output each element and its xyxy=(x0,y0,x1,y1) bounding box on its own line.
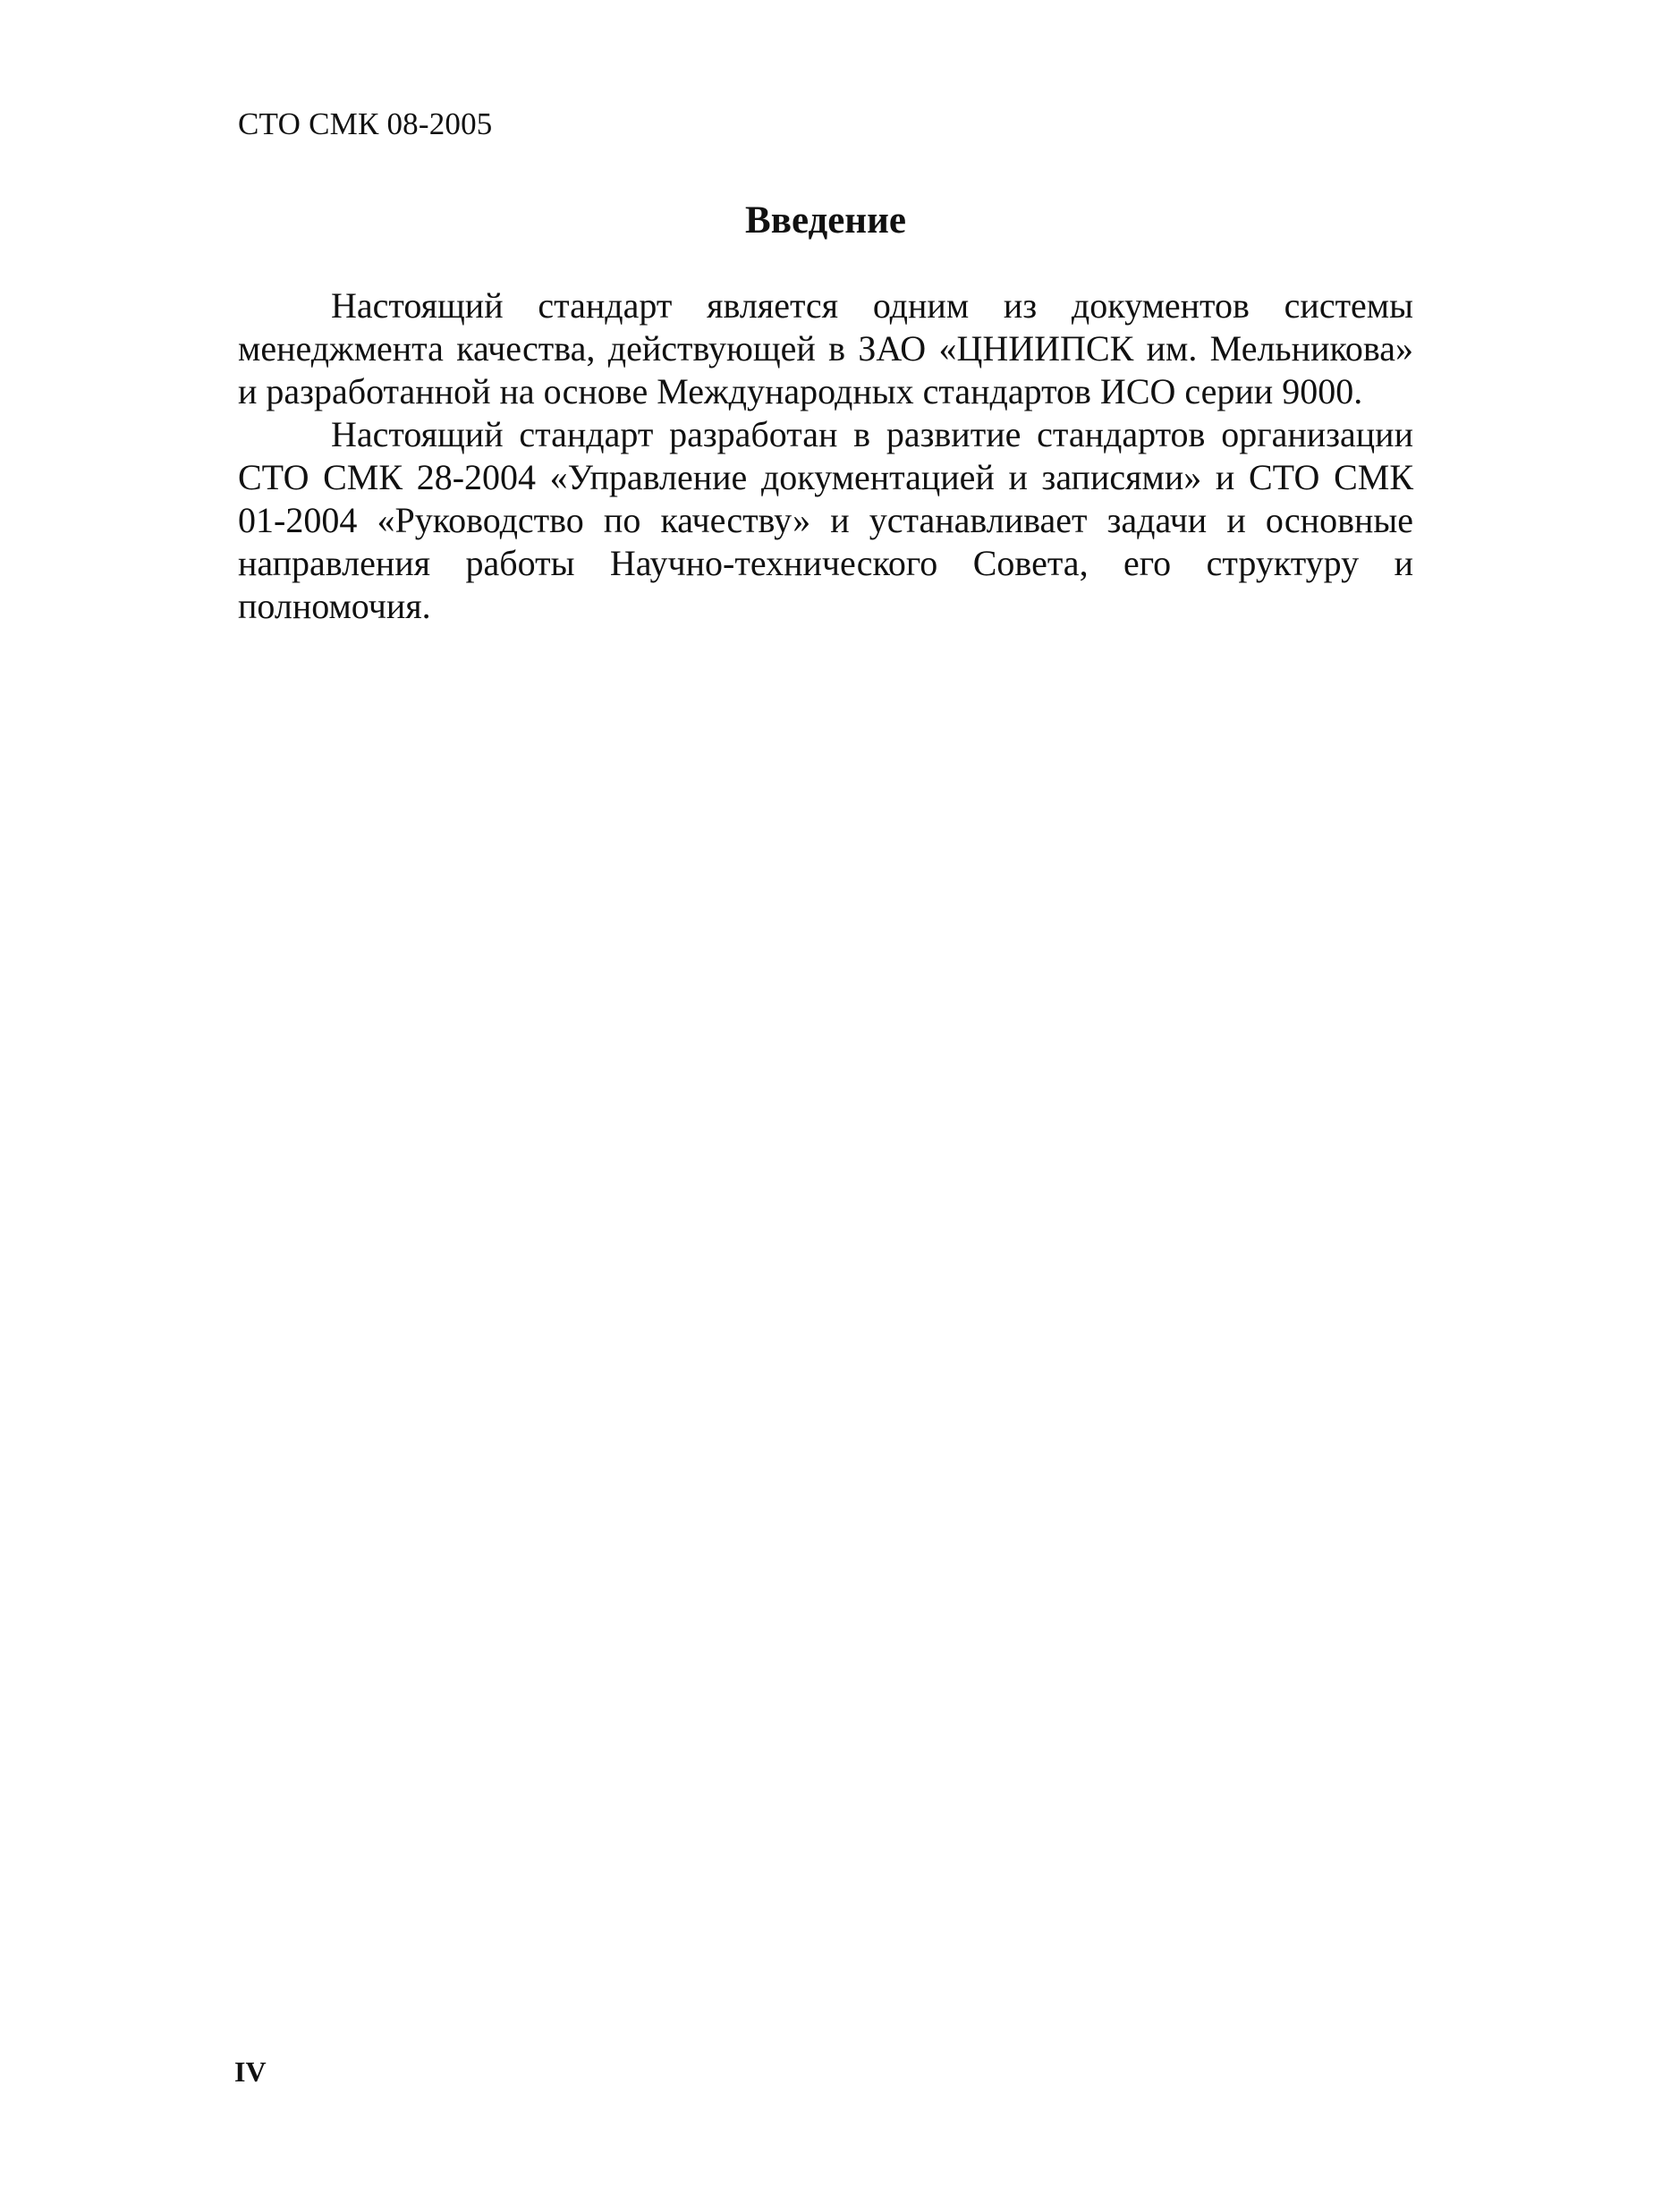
page-number: IV xyxy=(234,2055,267,2088)
paragraph: Настоящий стандарт является одним из документов системы менеджмента качества, действующей в ЗАО «ЦНИИПСК им. Мельникова» и разработанной на основе Международных стандартов ИСО серии 9000. xyxy=(238,285,1413,411)
paragraph: Настоящий стандарт разработан в развитие стандартов организации СТО СМК 28-2004 «Управление документацией и записями» и СТО СМК 01-2004 «Руководство по качеству» и устанавливает задачи и основные направления работы Научно-технического Совета, его структуру и полномочия. xyxy=(238,414,1413,626)
document-code: СТО СМК 08-2005 xyxy=(238,106,493,141)
section-body xyxy=(238,284,1413,628)
section-title: Введение xyxy=(745,199,906,242)
